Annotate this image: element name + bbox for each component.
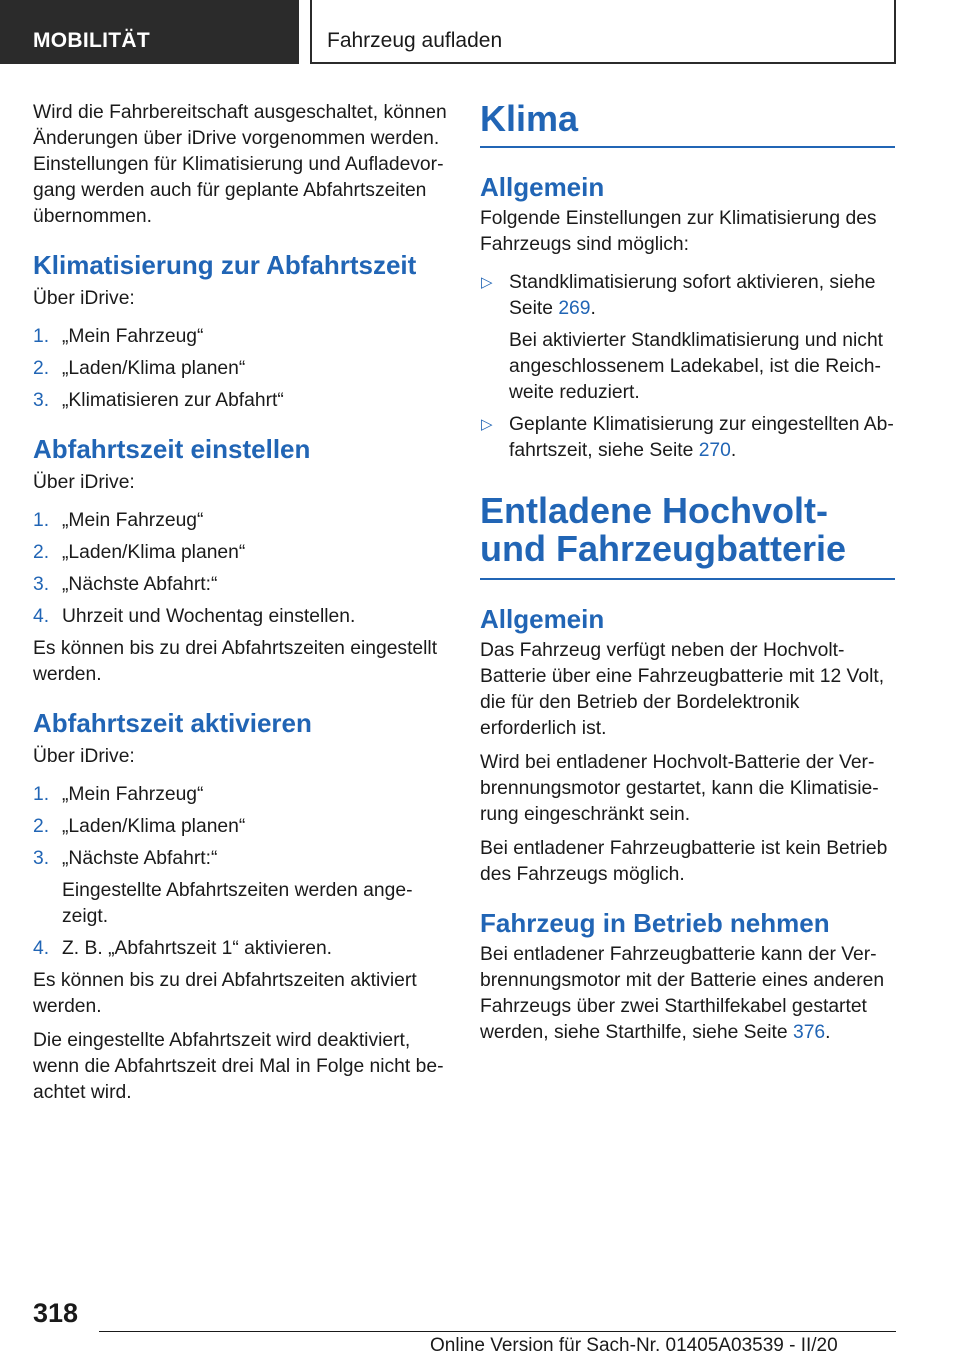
list-item	[33, 782, 448, 808]
step-number: 4.	[33, 606, 50, 627]
heading-entladene-batterie: Entladene Hochvolt- und Fahrzeugbatterie	[480, 490, 847, 569]
heading-rule	[480, 146, 895, 148]
list-item	[33, 508, 448, 534]
triangle-bullet-icon: ▷	[481, 416, 493, 433]
heading-fahrzeug-in-betrieb: Fahrzeug in Betrieb nehmen	[480, 908, 830, 938]
bullet-text-end: .	[730, 440, 737, 461]
page-link-269[interactable]: 269	[558, 298, 591, 319]
bullet-text-end: .	[590, 298, 596, 319]
step-number: 2.	[33, 358, 50, 379]
list-item	[33, 814, 448, 840]
step-number: 3.	[33, 848, 50, 869]
subheading-allgemein: Allgemein	[480, 172, 605, 202]
page-link-376[interactable]: 376	[792, 1022, 826, 1043]
steps-einstellen	[33, 508, 448, 630]
page-link-270[interactable]: 270	[698, 440, 731, 461]
step-number: 3.	[33, 574, 50, 595]
list-item	[33, 936, 448, 962]
list-item	[33, 846, 448, 930]
online-version-label: Online Version für Sach-Nr. 01405A03539 - II/20	[430, 1335, 838, 1356]
step-text: „Laden/Klima planen“	[62, 816, 246, 837]
entladene-paragraph-3: Bei entladener Fahrzeugbatterie ist kein Betrieb des Fahrzeugs möglich.	[480, 838, 888, 885]
intro-paragraph: Wird die Fahrbereitschaft ausgeschaltet, können Änderungen über iDrive vorgenommen werden. Einstellungen für Klimatisierung und Aufladevorgang werden auch für geplante Abfahrtszeiten übernommen.	[33, 102, 447, 227]
steps-klimatisierung	[33, 324, 448, 414]
list-item	[480, 270, 895, 406]
list-item	[33, 604, 448, 630]
heading-abfahrtszeit-einstellen: Abfahrtszeit einstellen	[33, 434, 311, 464]
betrieb-text: Bei entladener Fahrzeugbatterie kann der Verbrennungsmotor mit der Batterie eines anderen Fahrzeugs über zwei Starthilfekabel gestartet werden, siehe Starthilfe, siehe Seite	[480, 944, 885, 1043]
step-text: „Mein Fahrzeug“	[62, 326, 204, 347]
list-item	[33, 540, 448, 566]
lead-idrive: Über iDrive:	[33, 288, 135, 309]
betrieb-paragraph	[480, 942, 895, 1046]
klima-lead: Folgende Einstellungen zur Klimatisierung des Fahrzeugs sind möglich:	[480, 208, 877, 255]
entladene-paragraph-2: Wird bei entladener Hochvolt-Batterie der Verbrennungsmotor gestartet, kann die Klimatisierung eingeschränkt sein.	[480, 752, 879, 825]
heading-klima: Klima	[480, 98, 579, 139]
step-text: „Mein Fahrzeug“	[62, 510, 204, 531]
step-number: 2.	[33, 542, 50, 563]
step-number: 1.	[33, 510, 50, 531]
list-item	[480, 412, 895, 464]
list-item	[33, 388, 448, 414]
step-number: 1.	[33, 326, 50, 347]
note-aktivieren-2: Die eingestellte Abfahrtszeit wird deaktiviert, wenn die Abfahrtszeit drei Mal in Folge nicht beachtet wird.	[33, 1030, 444, 1103]
step-text: Z. B. „Abfahrtszeit 1“ aktivieren.	[62, 938, 333, 959]
heading-rule	[480, 578, 895, 580]
step-text: „Laden/Klima planen“	[62, 358, 246, 379]
step-number: 1.	[33, 784, 50, 805]
klima-options	[480, 270, 895, 464]
list-item	[33, 324, 448, 350]
lead-idrive: Über iDrive:	[33, 472, 135, 493]
page-number: 318	[33, 1298, 79, 1328]
step-number: 3.	[33, 390, 50, 411]
step-subtext: Eingestellte Abfahrtszeiten werden angezeigt.	[62, 880, 413, 927]
list-item	[33, 572, 448, 598]
step-text: „Nächste Abfahrt:“	[62, 574, 218, 595]
betrieb-text-end: .	[825, 1022, 831, 1043]
footer-rule	[99, 1331, 896, 1332]
steps-aktivieren	[33, 782, 448, 962]
step-number: 4.	[33, 938, 50, 959]
list-item	[33, 356, 448, 382]
bullet-subtext: Bei aktivierter Standklimatisierung und nicht angeschlossenem Ladekabel, ist die Reichweite reduziert.	[509, 330, 884, 403]
bullet-text: Geplante Klimatisierung zur eingestellten Abfahrtszeit, siehe Seite	[509, 414, 894, 461]
step-text: Uhrzeit und Wochentag einstellen.	[62, 606, 356, 627]
header-section-label: MOBILITÄT	[0, 0, 299, 64]
step-text: „Nächste Abfahrt:“	[62, 848, 218, 869]
right-column	[480, 100, 895, 1054]
heading-abfahrtszeit-aktivieren: Abfahrtszeit aktivieren	[33, 708, 312, 738]
triangle-bullet-icon: ▷	[481, 274, 493, 291]
step-text: „Mein Fahrzeug“	[62, 784, 204, 805]
note-einstellen: Es können bis zu drei Abfahrtszeiten eingestellt werden.	[33, 638, 438, 685]
step-number: 2.	[33, 816, 50, 837]
step-text: „Klimatisieren zur Abfahrt“	[62, 390, 284, 411]
step-text: „Laden/Klima planen“	[62, 542, 246, 563]
left-column	[33, 100, 448, 1114]
subheading-allgemein: Allgemein	[480, 604, 605, 634]
entladene-paragraph-1: Das Fahrzeug verfügt neben der Hochvolt-Batterie über eine Fahrzeugbatterie mit 12 Volt, die für den Betrieb der Bordelektronik erforderlich ist.	[480, 640, 885, 739]
heading-klimatisierung-abfahrtszeit: Klimatisierung zur Abfahrtszeit	[33, 250, 417, 280]
header-chapter-label: Fahrzeug aufladen	[310, 0, 896, 64]
lead-idrive: Über iDrive:	[33, 746, 135, 767]
bullet-text: Standklimatisierung sofort aktivieren, siehe Seite	[509, 272, 876, 319]
note-aktivieren-1: Es können bis zu drei Abfahrtszeiten aktiviert werden.	[33, 970, 417, 1017]
